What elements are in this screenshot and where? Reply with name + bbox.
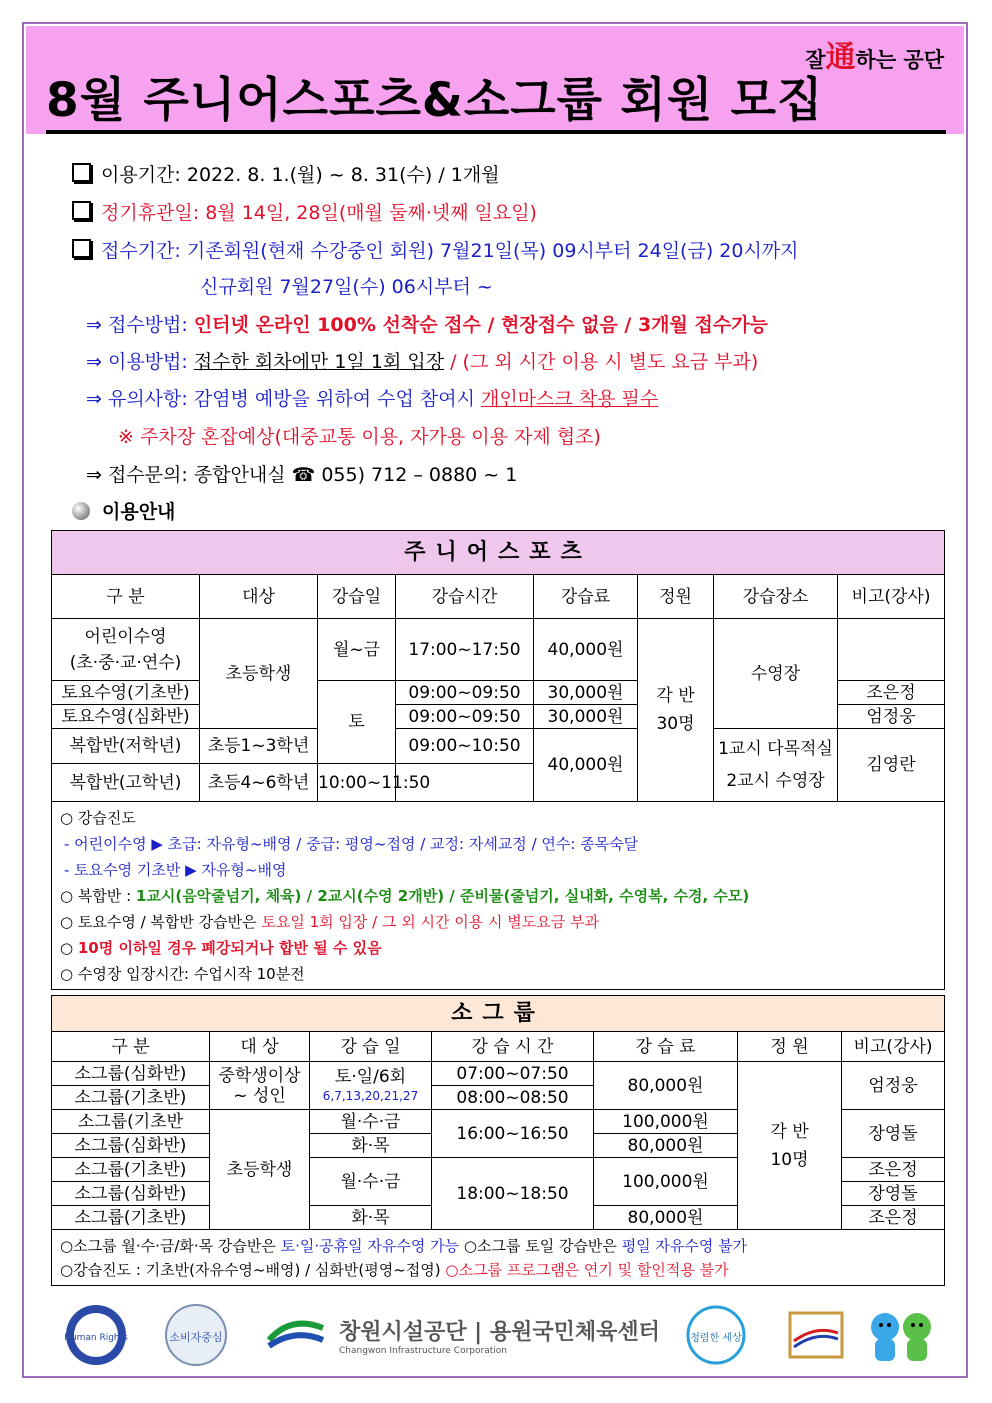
bullet-sphere-icon [72,502,90,520]
footer-logos [51,1300,944,1370]
target: 초등학생 [210,1110,310,1230]
capacity: 각 반 10명 [738,1062,842,1230]
place: 수영장 [714,619,838,729]
col-header: 정 원 [738,1032,842,1062]
fee: 40,000원 [534,619,638,681]
fee: 30,000원 [534,705,638,729]
fee: 30,000원 [534,681,638,705]
teacher: 엄정웅 [838,705,945,729]
place: 1교시 다목적실 2교시 수영장 [714,729,838,802]
col-header: 강습료 [534,575,638,619]
days: 토·일/6회 6,7,13,20,21,27 [310,1062,432,1110]
fee: 80,000원 [594,1062,738,1110]
mascot-characters-icon [861,1300,941,1370]
small-group-table [51,995,945,1286]
time: 09:00~09:50 [396,705,534,729]
teacher: 조은정 [842,1158,945,1182]
col-header: 강습시간 [396,575,534,619]
group-section-title: 소그룹 [52,996,945,1032]
consumer-centered-logo [161,1300,231,1370]
class-name: 소그룹(심화반) [52,1062,210,1086]
fee: 100,000원 [594,1158,738,1206]
svg-text:Human Rights: Human Rights [64,1333,128,1343]
teacher: 장영돌 [842,1182,945,1206]
checkbox-icon [72,239,91,258]
col-header: 대 상 [210,1032,310,1062]
days: 화·목 [310,1134,432,1158]
time: 18:00~18:50 [432,1158,594,1230]
class-name: 소그룹(심화반) [52,1134,210,1158]
target: 초등4~6학년 [200,764,318,802]
svg-text:청렴한 세상: 청렴한 세상 [690,1333,742,1344]
col-header: 강 습 시 간 [432,1032,594,1062]
class-name: 소그룹(기초반) [52,1086,210,1110]
col-header: 대상 [200,575,318,619]
info-inquiry: ⇒ 접수문의: 종합안내실 ☎ 055) 712 – 0880 ~ 1 [86,464,518,486]
junior-sports-table [51,530,945,990]
col-header: 강습장소 [714,575,838,619]
teacher [838,619,945,681]
teacher: 장영돌 [842,1110,945,1158]
changwon-corporation-logo: 창원시설공단 | 용원국민체육센터 Changwon Infrastructure Corporation [261,1300,681,1370]
class-name: 소그룹(심화반) [52,1182,210,1206]
class-name: 소그룹(기초반) [52,1206,210,1230]
time: 08:00~08:50 [432,1086,594,1110]
human-rights-logo [61,1300,131,1370]
time: 09:00~10:50 [396,729,534,764]
info-parking: ※ 주차장 혼잡예상(대중교통 이용, 자가용 이용 자제 협조) [118,426,601,448]
time: 16:00~16:50 [432,1110,594,1158]
days: 화·목 [310,1206,432,1230]
col-header: 정원 [638,575,714,619]
checkbox-icon [72,201,91,220]
target: 초등1~3학년 [200,729,318,764]
teacher: 조은정 [842,1206,945,1230]
class-name: 복합반(저학년) [52,729,200,764]
fee: 40,000원 [534,729,638,802]
capacity: 각 반 30명 [638,619,714,802]
time: 17:00~17:50 [396,619,534,681]
page-title: 8월 주니어스포츠&소그룹 회원 모집 [46,72,946,134]
class-name: 어린이수영 (초·중·교·연수) [52,619,200,681]
fee: 80,000원 [594,1206,738,1230]
junior-notes: ○ 강습진도 - 어린이수영 ▶ 초급: 자유형~배영 / 중급: 평영~접영 / 교정: 자세교정 / 연수: 종목숙달 - 토요수영 기초반 ▶ 자유형~배영 ○ 복합반 : 1교시(음악줄넘기, 체육) / 2교시(수영 2개반) / 준비물(줄넘기, 실내화, 수영복, 수경, 수모) ○ 토요수영 / 복합반 강습반은 토요일 1회 입장 / 그 외 시간 이용 시 별도요금 부과 ○ 10명 이하일 경우 폐강되거나 합반 될 수 있음 ○ 수영장 입장시간: 수업시작 10분전 [52,802,945,990]
guide-heading: 이용안내 [72,497,175,524]
info-period: 이용기간: 2022. 8. 1.(월) ~ 8. 31(수) / 1개월 [72,160,500,187]
teacher: 김영란 [838,729,945,802]
days: 월·수·금 [310,1158,432,1206]
class-name: 토요수영(기초반) [52,681,200,705]
teacher: 조은정 [838,681,945,705]
checkbox-icon [72,163,91,182]
info-registration-new: 신규회원 7월27일(수) 06시부터 ~ [200,276,493,298]
teacher: 엄정웅 [842,1062,945,1110]
days: 토 [318,681,396,764]
class-name: 복합반(고학년) [52,764,200,802]
col-header: 강습일 [318,575,396,619]
days: 월~금 [318,619,396,681]
info-usage: ⇒ 이용방법: 접수한 회차에만 1일 1회 입장 / (그 외 시간 이용 시 별도 요금 부과) [86,351,759,373]
col-header: 비고(강사) [842,1032,945,1062]
days: 월·수·금 [310,1110,432,1134]
col-header: 강 습 일 [310,1032,432,1062]
col-header: 비고(강사) [838,575,945,619]
target: 초등학생 [200,619,318,729]
integrity-world-logo [681,1300,751,1370]
class-name: 소그룹(기초반 [52,1110,210,1134]
info-registration: 접수기간: 기존회원(현재 수강중인 회원) 7월21일(목) 09시부터 24일(금) 20시까지 [72,236,799,263]
time: 09:00~09:50 [396,681,534,705]
col-header: 강 습 료 [594,1032,738,1062]
certificate-emblem-icon [781,1300,851,1370]
info-method: ⇒ 접수방법: 인터넷 온라인 100% 선착순 접수 / 현장접수 없음 / 3개월 접수가능 [86,314,768,336]
fee: 100,000원 [594,1110,738,1134]
group-notes: ○소그룹 월·수·금/화·목 강습반은 토·일·공휴일 자유수영 가능 ○소그룹 토일 강습반은 평일 자유수영 불가 ○강습진도 : 기초반(자유수영~배영) / 심화반(평영~접영) ○소그룹 프로그램은 연기 및 할인적용 불가 [52,1230,945,1286]
time: 10:00~11:50 [318,764,396,802]
col-header: 구 분 [52,1032,210,1062]
junior-section-title: 주니어스포츠 [52,531,945,575]
time: 07:00~07:50 [432,1062,594,1086]
class-name: 소그룹(기초반) [52,1158,210,1182]
slogan-emphasis: 通 [825,40,856,75]
info-caution: ⇒ 유의사항: 감염병 예방을 위하여 수업 참여시 개인마스크 착용 필수 [86,388,659,410]
target: 중학생이상 ~ 성인 [210,1062,310,1110]
fee: 80,000원 [594,1134,738,1158]
svg-text:소비자중심: 소비자중심 [169,1331,223,1344]
col-header: 구 분 [52,575,200,619]
info-closed: 정기휴관일: 8월 14일, 28일(매월 둘째·넷째 일요일) [72,198,537,225]
class-name: 토요수영(심화반) [52,705,200,729]
slogan: 잘通하는 공단 [805,40,944,75]
